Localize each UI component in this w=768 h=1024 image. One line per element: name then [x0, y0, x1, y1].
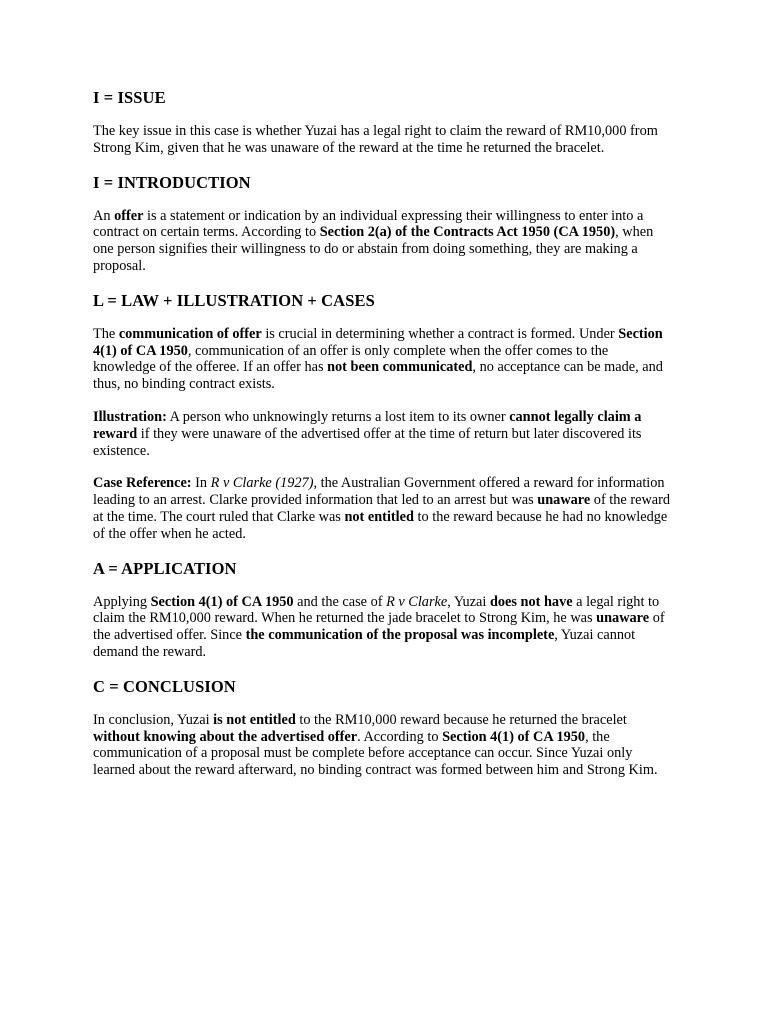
- text-run: , the communication of a proposal must be complete before acceptance can occur. Since Yuzai only learned about the reward afterward, no binding contract was formed between him and Strong Kim.: [93, 728, 658, 779]
- bold-term: cannot legally claim a reward: [93, 408, 642, 442]
- case-name: R v Clarke: [386, 593, 448, 610]
- text-run: A person who unknowingly returns a lost item to its owner: [166, 408, 510, 425]
- text-run: if they were unaware of the advertised offer at the time of return but later discovered its existence.: [93, 425, 642, 459]
- text-run: and the case of: [293, 593, 387, 610]
- text-run: , communication of an offer is only complete when the offer comes to the knowledge of the offeree. If an offer has: [93, 342, 609, 376]
- bold-term: without knowing about the advertised offer: [93, 728, 358, 745]
- bold-term: unaware: [537, 492, 591, 509]
- text-run: . According to: [357, 728, 443, 745]
- case-reference-label: Case Reference:: [93, 475, 192, 492]
- text-run: Applying: [93, 593, 151, 610]
- bold-term: not entitled: [344, 508, 414, 525]
- law-section: [93, 291, 673, 543]
- introduction-paragraph: [93, 208, 673, 275]
- text-run: , when one person signifies their willingness to do or abstain from doing something, they are making a proposal.: [93, 224, 654, 274]
- application-heading: A = APPLICATION: [93, 558, 237, 578]
- bold-term: is not entitled: [213, 711, 296, 728]
- law-paragraph: [93, 326, 673, 393]
- issue-heading: I = ISSUE: [93, 88, 166, 107]
- illustration-label: Illustration:: [93, 408, 167, 425]
- text-run: In conclusion, Yuzai: [93, 711, 214, 728]
- text-run: is a statement or indication by an individual expressing their willingness to enter into a contract on certain terms. According to: [93, 207, 644, 241]
- application-section: [93, 559, 673, 661]
- text-run: to the RM10,000 reward because he returned the bracelet: [295, 711, 627, 728]
- text-run: In: [191, 475, 211, 492]
- text-run: a legal right to claim the RM10,000 reward. When he returned the jade bracelet to Strong Kim, he was: [93, 593, 660, 627]
- conclusion-paragraph: [93, 712, 673, 779]
- text-run: , Yuzai cannot demand the reward.: [93, 627, 636, 660]
- bold-term: Section 4(1) of CA 1950: [150, 593, 294, 610]
- bold-term: offer: [114, 207, 144, 224]
- application-paragraph: [93, 594, 673, 661]
- introduction-heading: I = INTRODUCTION: [93, 172, 251, 192]
- text-run: , no acceptance can be made, and thus, no binding contract exists.: [93, 359, 663, 393]
- bold-term: Section 4(1) of CA 1950: [442, 728, 586, 745]
- bold-term: not been communicated: [327, 359, 473, 376]
- text-run: of the advertised offer. Since: [93, 610, 665, 644]
- text-run: is crucial in determining whether a contract is formed. Under: [261, 325, 619, 342]
- text-run: , Yuzai: [447, 593, 490, 610]
- text-run: of the reward at the time. The court ruled that Clarke was: [93, 492, 671, 525]
- introduction-section: [93, 173, 673, 275]
- illustration-paragraph: [93, 409, 673, 459]
- bold-term: the communication of the proposal was incomplete: [245, 627, 555, 644]
- bold-term: Section 4(1) of CA 1950: [93, 325, 663, 359]
- text-run: to the reward because he had no knowledge of the offer when he acted.: [93, 508, 668, 542]
- bold-term: unaware: [596, 610, 650, 627]
- conclusion-section: [93, 677, 673, 779]
- conclusion-heading: C = CONCLUSION: [93, 676, 236, 696]
- issue-section: [93, 88, 673, 157]
- law-heading: L = LAW + ILLUSTRATION + CASES: [93, 290, 375, 310]
- case-reference-paragraph: [93, 475, 673, 542]
- bold-term: Section 2(a) of the Contracts Act 1950 (CA 1950): [319, 224, 616, 241]
- text-run: The: [93, 325, 119, 342]
- text-run: , the Australian Government offered a reward for information leading to an arrest. Clarke provided information that led to an arrest but was: [93, 475, 665, 509]
- bold-term: communication of offer: [118, 325, 262, 342]
- text-run: An: [93, 207, 115, 224]
- bold-term: does not have: [489, 593, 573, 610]
- case-name: R v Clarke (1927): [210, 475, 314, 492]
- issue-paragraph: The key issue in this case is whether Yuzai has a legal right to claim the reward of RM10,000 from Strong Kim, given that he was unaware of the reward at the time he returned the bracelet.: [93, 123, 658, 156]
